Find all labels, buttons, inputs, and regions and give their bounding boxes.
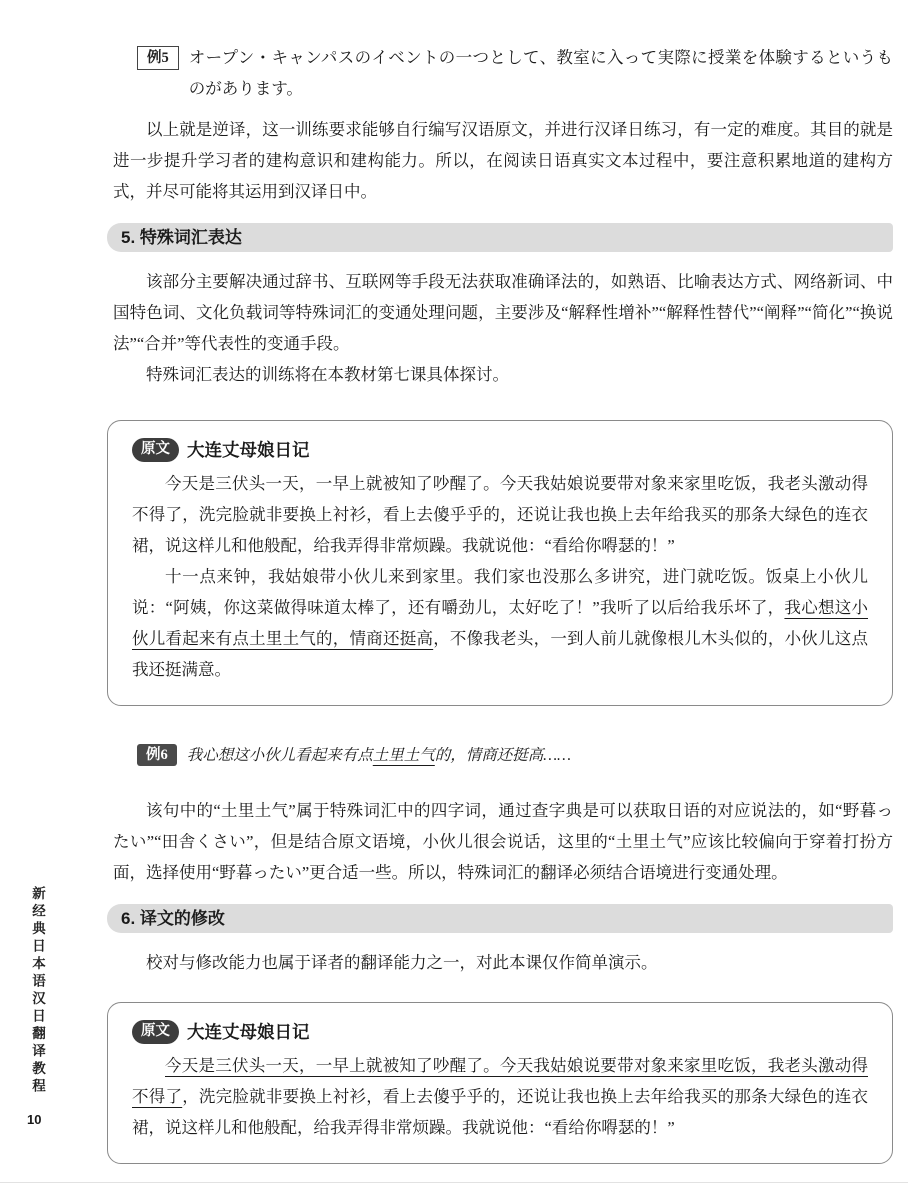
- page-number: 10: [27, 1112, 42, 1127]
- example-6-text: [187, 740, 893, 771]
- text-segment: 十一点来钟，我姑娘带小伙儿来到家里。我们家也没那么多讲究，进门就吃饭。饭桌上小伙儿说：“阿姨，你这菜做得味道太棒了，还有嚼劲儿，太好吃了！”我听了以后给我乐坏了，: [132, 567, 868, 617]
- analysis-paragraph: 该句中的“土里土气”属于特殊词汇中的四字词，通过查字典是可以获取日语的对应说法的，如“野暮ったい”“田舎くさい”，但是结合原文语境，小伙儿很会说话，这里的“土里土气”应该比较偏向于穿着打扮方面，选择使用“野暮ったい”更合适一些。所以，特殊词汇的翻译必须结合语境进行变通处理。: [113, 801, 893, 882]
- text-segment: ，洗完脸就非要换上衬衫，看上去傻乎乎的，还说让我也换上去年给我买的那条大绿色的连衣裙，说这样儿和他般配，给我弄得非常烦躁。我就说他：“看给你嘚瑟的！”: [132, 1087, 869, 1137]
- example-5: [137, 42, 893, 104]
- section-5-paragraph-1: 该部分主要解决通过辞书、互联网等手段无法获取准确译法的，如熟语、比喻表达方式、网络新词、中国特色词、文化负载词等特殊词汇的变通处理问题，主要涉及“解释性增补”“解释性替代”“阐释”“简化”“换说法”“合并”等代表性的变通手段。: [113, 272, 893, 353]
- source-text-paragraph-1: [132, 1050, 868, 1143]
- underlined-segment: 土里土气: [372, 747, 435, 764]
- section-5-heading: 5. 特殊词汇表达: [107, 223, 893, 252]
- section-6-paragraph-1: 校对与修改能力也属于译者的翻译能力之一，对此本课仅作简单演示。: [146, 953, 658, 972]
- text-segment: ，不像我老头，一到人前儿就像根儿木头似的，小伙儿这点我还挺满意。: [132, 629, 869, 679]
- source-text-paragraph-1: 今天是三伏头一天，一早上就被知了吵醒了。今天我姑娘说要带对象来家里吃饭，我老头激动得不得了，洗完脸就非要换上衬衫，看上去傻乎乎的，还说让我也换上去年给我买的那条大绿色的连衣裙，说这样儿和他般配，给我弄得非常烦躁。我就说他：“看给你嘚瑟的！”: [132, 474, 868, 555]
- source-text-box-1: [107, 420, 893, 706]
- example-5-label: 例5: [137, 46, 179, 70]
- text-segment: 的，情商还挺高……: [434, 747, 571, 764]
- original-text-badge: 原文: [132, 438, 179, 462]
- source-text-title: 大连丈母娘日记: [187, 1022, 310, 1042]
- original-text-badge: 原文: [132, 1020, 179, 1044]
- book-title-vertical: 新经典日本语汉日翻译教程: [30, 886, 45, 1096]
- page-content: [113, 40, 893, 1195]
- source-text-title: 大连丈母娘日记: [187, 440, 310, 460]
- page-bottom-rule: [0, 1182, 908, 1183]
- section-5-paragraph-2: 特殊词汇表达的训练将在本教材第七课具体探讨。: [146, 365, 509, 384]
- source-text-paragraph-2: [132, 561, 868, 685]
- example-5-text: オープン・キャンパスのイベントの一つとして、教室に入って実際に授業を体験するというものがあります。: [188, 48, 893, 98]
- underlined-segment: 今天是三伏头一天，一早上就被知了吵醒了。今天我姑娘说要带对象来家里吃饭，我老头激动得不得了: [132, 1056, 868, 1106]
- text-segment: 我心想这小伙儿看起来有点: [186, 747, 373, 764]
- intro-paragraph: 以上就是逆译，这一训练要求能够自行编写汉语原文，并进行汉译日练习，有一定的难度。其目的就是进一步提升学习者的建构意识和建构能力。所以，在阅读日语真实文本过程中，要注意积累地道的建构方式，并尽可能将其运用到汉译日中。: [113, 120, 893, 201]
- example-6: [137, 740, 893, 771]
- source-text-box-2: [107, 1002, 893, 1164]
- source-text-box-1-header: [132, 437, 868, 462]
- underlined-segment: 我心想这小伙儿看起来有点土里土气的，情商还挺高: [132, 598, 868, 648]
- example-6-label: 例6: [137, 744, 177, 766]
- section-6-heading: 6. 译文的修改: [107, 904, 893, 933]
- source-text-box-2-header: [132, 1019, 868, 1044]
